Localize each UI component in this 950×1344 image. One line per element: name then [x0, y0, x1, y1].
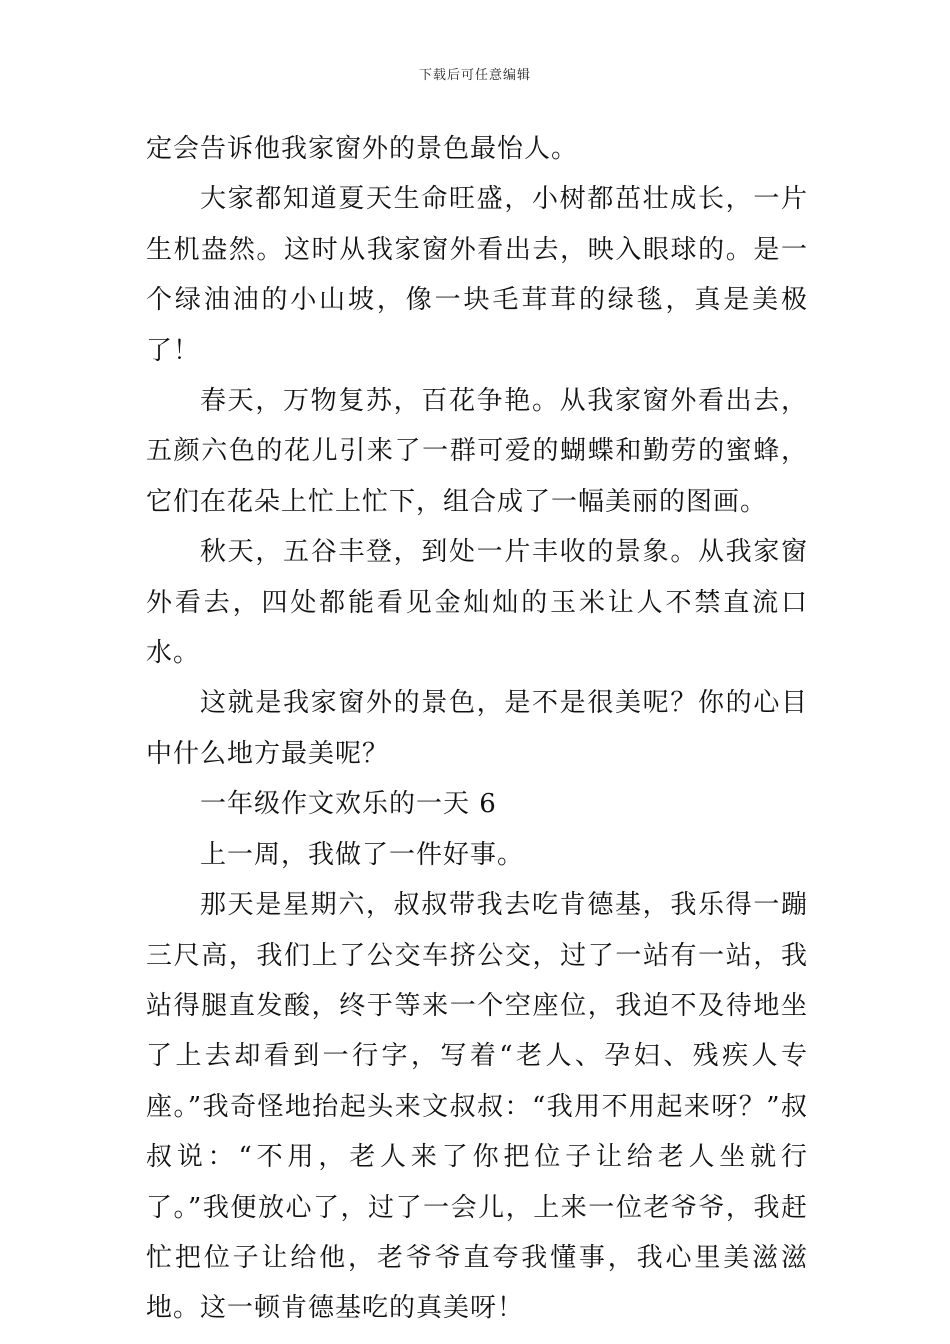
paragraph-story: 那天是星期六，叔叔带我去吃肯德基，我乐得一蹦三尺高，我们上了公交车挤公交，过了一站有一站，我站得腿直发酸，终于等来一个空座位，我迫不及待地坐了上去却看到一行字，写着“老人、孕妇、残疾人专座。”我奇怪地抬起头来文叔叔：“我用不用起来呀？”叔叔说：“不用，老人来了你把位子让给老人坐就行了。”我便放心了，过了一会儿，上来一位老爷爷，我赶忙把位子让给他，老爷爷直夸我懂事，我心里美滋滋地。这一顿肯德基吃的真美呀！ [146, 890, 808, 1324]
paragraph-intro: 上一周，我做了一件好事。 [200, 839, 525, 870]
header-note: 下载后可任意编辑 [418, 68, 531, 83]
paragraph-spring: 春天，万物复苏，百花争艳。从我家窗外看出去，五颜六色的花儿引来了一群可爱的蝴蝶和勤劳的蜜蜂，它们在花朵上忙上忙下，组合成了一幅美丽的图画。 [146, 386, 808, 517]
paragraph-continuation: 定会告诉他我家窗外的景色最怡人。 [146, 134, 579, 164]
essay-title: 一年级作文欢乐的一天 6 [200, 789, 497, 820]
paragraph-conclusion: 这就是我家窗外的景色，是不是很美呢？你的心目中什么地方最美呢？ [146, 688, 808, 769]
paragraph-summer: 大家都知道夏天生命旺盛，小树都茁壮成长，一片生机盎然。这时从我家窗外看出去，映入眼球的。是一个绿油油的小山坡，像一块毛茸茸的绿毯，真是美极了！ [146, 184, 808, 366]
paragraph-autumn: 秋天，五谷丰登，到处一片丰收的景象。从我家窗外看去，四处都能看见金灿灿的玉米让人不禁直流口水。 [146, 537, 808, 669]
document-body [146, 124, 808, 1334]
